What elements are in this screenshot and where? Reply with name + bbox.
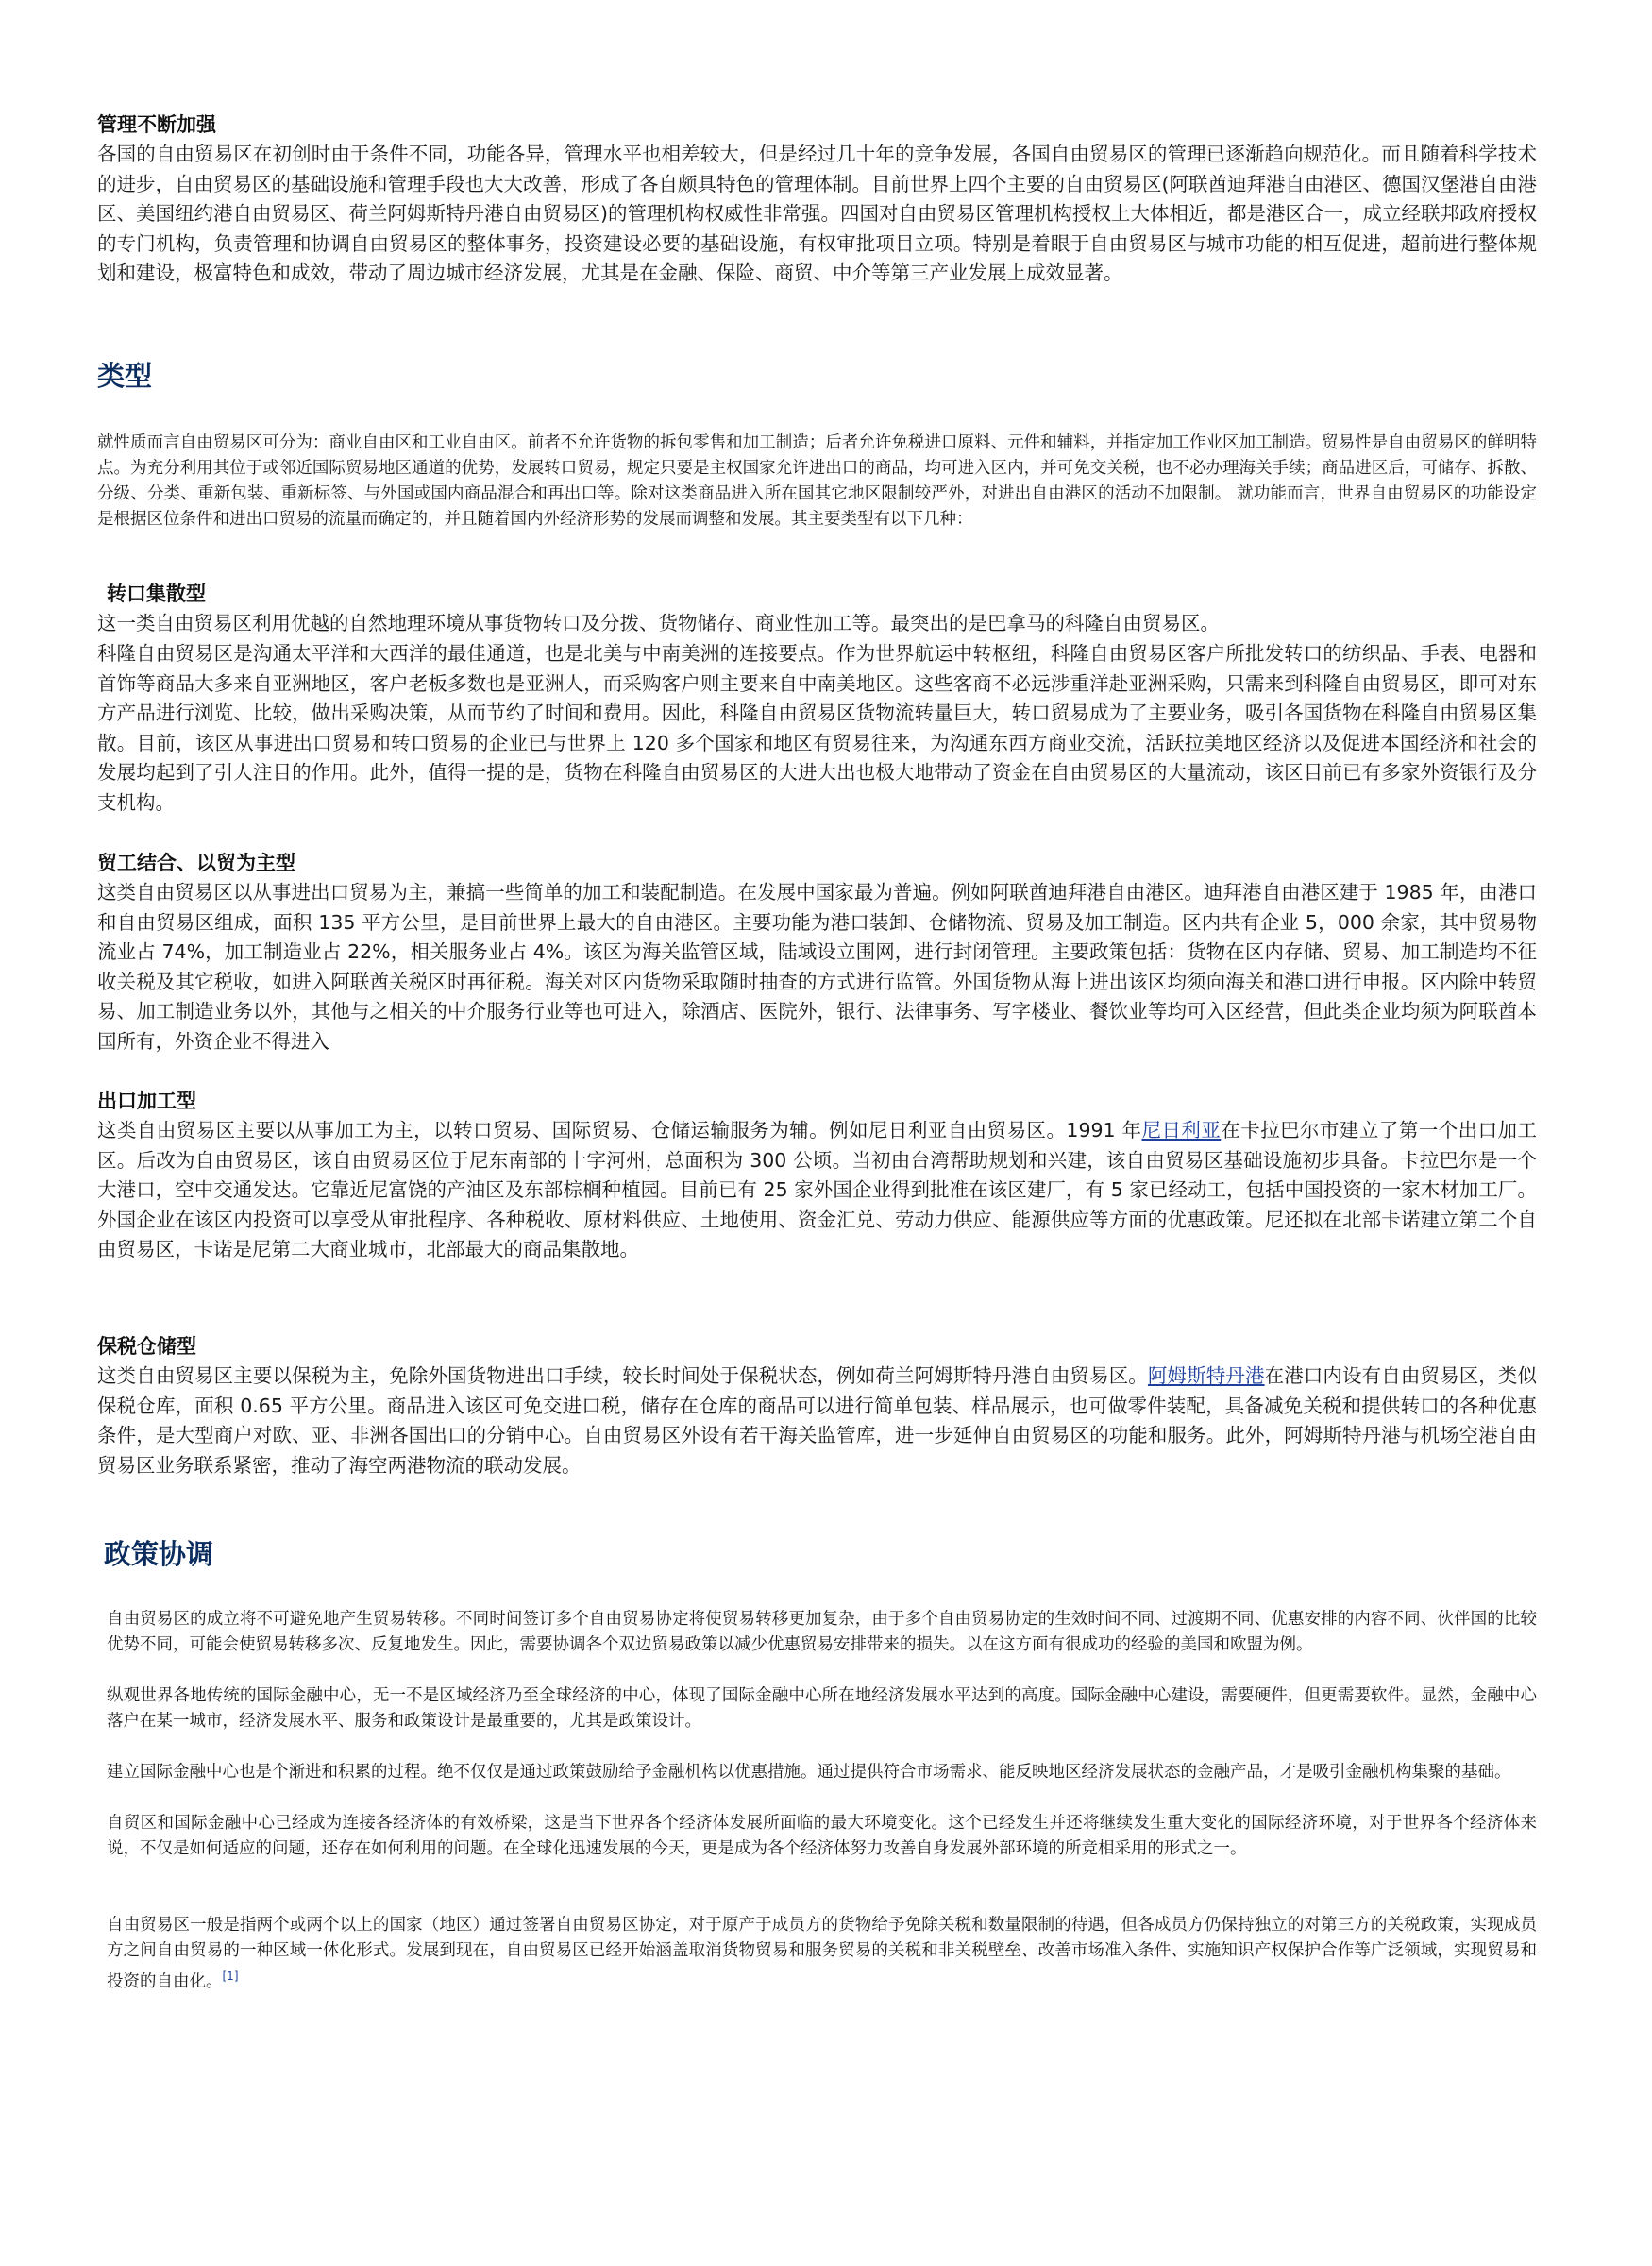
bonded-text-post: 在港口内设有自由贸易区，类似保税仓库，面积 0.65 平方公里。商品进入该区可免交进口税，储存在仓库的商品可以进行简单包装、样品展示，也可做零件装配，具备减免关税和提供转口的各种优惠条件，是大型商户对欧、亚、非洲各国出口的分销中心。自由贸易区外设有若干海关监管库，进一步延伸自由贸易区的功能和服务。此外，阿姆斯特丹港与机场空港自由贸易区业务联系紧密，推动了海空两港物流的联动发展。 <box>97 1364 1538 1477</box>
export-type-heading: 出口加工型 <box>97 1090 196 1112</box>
management-paragraph: 各国的自由贸易区在初创时由于条件不同，功能各异，管理水平也相差较大，但是经过几十年的竞争发展，各国自由贸易区的管理已逐渐趋向规范化。而且随着科学技术的进步，自由贸易区的基础设施和管理手段也大大改善，形成了各自颇具特色的管理体制。目前世界上四个主要的自由贸易区(阿联酋迪拜港自由港区、德国汉堡港自由港区、美国纽约港自由贸易区、荷兰阿姆斯特丹港自由贸易区)的管理机构权威性非常强。四国对自由贸易区管理机构授权上大体相近，都是港区合一，成立经联邦政府授权的专门机构，负责管理和协调自由贸易区的整体事务，投资建设必要的基础设施，有权审批项目立项。特别是着眼于自由贸易区与城市功能的相互促进，超前进行整体规划和建设，极富特色和成效，带动了周边城市经济发展，尤其是在金融、保险、商贸、中介等第三产业发展上成效显著。 <box>97 143 1537 284</box>
policy-paragraph-3: 建立国际金融中心也是个渐进和积累的过程。绝不仅仅是通过政策鼓励给予金融机构以优惠措施。通过提供符合市场需求、能反映地区经济发展状态的金融产品，才是吸引金融机构集聚的基础。 <box>107 1763 1511 1782</box>
bonded-type-heading: 保税仓储型 <box>97 1335 196 1358</box>
policy-paragraph-5 <box>107 1913 1537 1995</box>
reference-1-link[interactable]: [1] <box>222 1970 239 1983</box>
transit-type-paragraph-1: 这一类自由贸易区利用优越的自然地理环境从事货物转口及分拨、货物储存、商业性加工等。最突出的是巴拿马的科隆自由贸易区。 <box>97 612 1220 634</box>
transit-type-paragraph-2: 科隆自由贸易区是沟通太平洋和大西洋的最佳通道，也是北美与中南美洲的连接要点。作为世界航运中转枢纽，科隆自由贸易区客户所批发转口的纺织品、手表、电器和首饰等商品大多来自亚洲地区，客户老板多数也是亚洲人，而采购客户则主要来自中南美地区。这些客商不必远涉重洋赴亚洲采购，只需来到科隆自由贸易区，即可对东方产品进行浏览、比较，做出采购决策，从而节约了时间和费用。因此，科隆自由贸易区货物流转量巨大，转口贸易成为了主要业务，吸引各国货物在科隆自由贸易区集散。目前，该区从事进出口贸易和转口贸易的企业已与世界上 120 多个国家和地区有贸易往来，为沟通东西方商业交流，活跃拉美地区经济以及促进本国经济和社会的发展均起到了引人注目的作用。此外，值得一提的是，货物在科隆自由贸易区的大进大出也极大地带动了资金在自由贸易区的大量流动，该区目前已有多家外资银行及分支机构。 <box>97 642 1537 814</box>
amsterdam-port-link[interactable]: 阿姆斯特丹港 <box>1147 1364 1265 1387</box>
nigeria-link[interactable]: 尼日利亚 <box>1141 1119 1222 1141</box>
policy-p5-text: 自由贸易区一般是指两个或两个以上的国家（地区）通过签署自由贸易区协定，对于原产于成员方的货物给予免除关税和数量限制的待遇，但各成员方仍保持独立的对第三方的关税政策，实现成员方之间自由贸易的一种区域一体化形式。发展到现在，自由贸易区已经开始涵盖取消货物贸易和服务贸易的关税和非关税壁垒、改善市场准入条件、实施知识产权保护合作等广泛领域，实现贸易和投资的自由化。 <box>107 1916 1537 1991</box>
policy-paragraph-1: 自由贸易区的成立将不可避免地产生贸易转移。不同时间签订多个自由贸易协定将使贸易转移更加复杂，由于多个自由贸易协定的生效时间不同、过渡期不同、优惠安排的内容不同、伙伴国的比较优势不同，可能会使贸易转移多次、反复地发生。因此，需要协调各个双边贸易政策以减少优惠贸易安排带来的损失。以在这方面有很成功的经验的美国和欧盟为例。 <box>107 1610 1537 1654</box>
export-text-pre: 这类自由贸易区主要以从事加工为主，以转口贸易、国际贸易、仓储运输服务为辅。例如尼日利亚自由贸易区。1991 年 <box>97 1119 1142 1141</box>
types-intro-paragraph: 就性质而言自由贸易区可分为：商业自由区和工业自由区。前者不允许货物的拆包零售和加工制造；后者允许免税进口原料、元件和辅料，并指定加工作业区加工制造。贸易性是自由贸易区的鲜明特点。为充分利用其位于或邻近国际贸易地区通道的优势，发展转口贸易，规定只要是主权国家允许进出口的商品，均可进入区内，并可免交关税，也不必办理海关手续；商品进区后，可储存、拆散、分级、分类、重新包装、重新标签、与外国或国内商品混合和再出口等。除对这类商品进入所在国其它地区限制较严外，对进出自由港区的活动不加限制。 就功能而言，世界自由贸易区的功能设定是根据区位条件和进出口贸易的流量而确定的，并且随着国内外经济形势的发展而调整和发展。其主要类型有以下几种： <box>97 433 1537 529</box>
policy-section-heading: 政策协调 <box>104 1538 214 1570</box>
management-heading: 管理不断加强 <box>97 113 216 136</box>
export-type-paragraph <box>97 1116 1537 1265</box>
trade-type-paragraph: 这类自由贸易区以从事进出口贸易为主，兼搞一些简单的加工和装配制造。在发展中国家最为普遍。例如阿联酋迪拜港自由港区。迪拜港自由港区建于 1985 年，由港口和自由贸易区组成，面积 135 平方公里，是目前世界上最大的自由港区。主要功能为港口装卸、仓储物流、贸易及加工制造。区内共有企业 5，000 余家，其中贸易物流业占 74%，加工制造业占 22%，相关服务业占 4%。该区为海关监管区域，陆域设立围网，进行封闭管理。主要政策包括：货物在区内存储、贸易、加工制造均不征收关税及其它税收，如进入阿联酋关税区时再征税。海关对区内货物采取随时抽查的方式进行监管。外国货物从海上进出该区均须向海关和港口进行申报。区内除中转贸易、加工制造业务以外，其他与之相关的中介服务行业等也可进入，除酒店、医院外，银行、法律事务、写字楼业、餐饮业等均可入区经营，但此类企业均须为阿联酋本国所有，外资企业不得进入 <box>97 881 1537 1053</box>
trade-type-heading: 贸工结合、以贸为主型 <box>97 852 295 874</box>
bonded-type-paragraph <box>97 1361 1537 1480</box>
bonded-text-pre: 这类自由贸易区主要以保税为主，免除外国货物进出口手续，较长时间处于保税状态，例如荷兰阿姆斯特丹港自由贸易区。 <box>97 1364 1148 1387</box>
transit-type-heading: 转口集散型 <box>107 583 206 605</box>
types-section-heading: 类型 <box>97 360 153 392</box>
policy-paragraph-2: 纵观世界各地传统的国际金融中心，无一不是区域经济乃至全球经济的中心，体现了国际金融中心所在地经济发展水平达到的高度。国际金融中心建设，需要硬件，但更需要软件。显然，金融中心落户在某一城市，经济发展水平、服务和政策设计是最重要的，尤其是政策设计。 <box>107 1686 1537 1731</box>
policy-paragraph-4: 自贸区和国际金融中心已经成为连接各经济体的有效桥梁，这是当下世界各个经济体发展所面临的最大环境变化。这个已经发生并还将继续发生重大变化的国际经济环境，对于世界各个经济体来说，不仅是如何适应的问题，还存在如何利用的问题。在全球化迅速发展的今天，更是成为各个经济体努力改善自身发展外部环境的所竞相采用的形式之一。 <box>107 1814 1537 1858</box>
export-text-post: 在卡拉巴尔市建立了第一个出口加工区。后改为自由贸易区，该自由贸易区位于尼东南部的十字河州，总面积为 300 公顷。当初由台湾帮助规划和兴建，该自由贸易区基础设施初步具备。卡拉巴尔是一个大港口，空中交通发达。它靠近尼富饶的产油区及东部棕榈种植园。目前已有 25 家外国企业得到批准在该区建厂，有 5 家已经动工，包括中国投资的一家木材加工厂。外国企业在该区内投资可以享受从审批程序、各种税收、原材料供应、土地使用、资金汇兑、劳动力供应、能源供应等方面的优惠政策。尼还拟在北部卡诺建立第二个自由贸易区，卡诺是尼第二大商业城市，北部最大的商品集散地。 <box>97 1119 1538 1260</box>
